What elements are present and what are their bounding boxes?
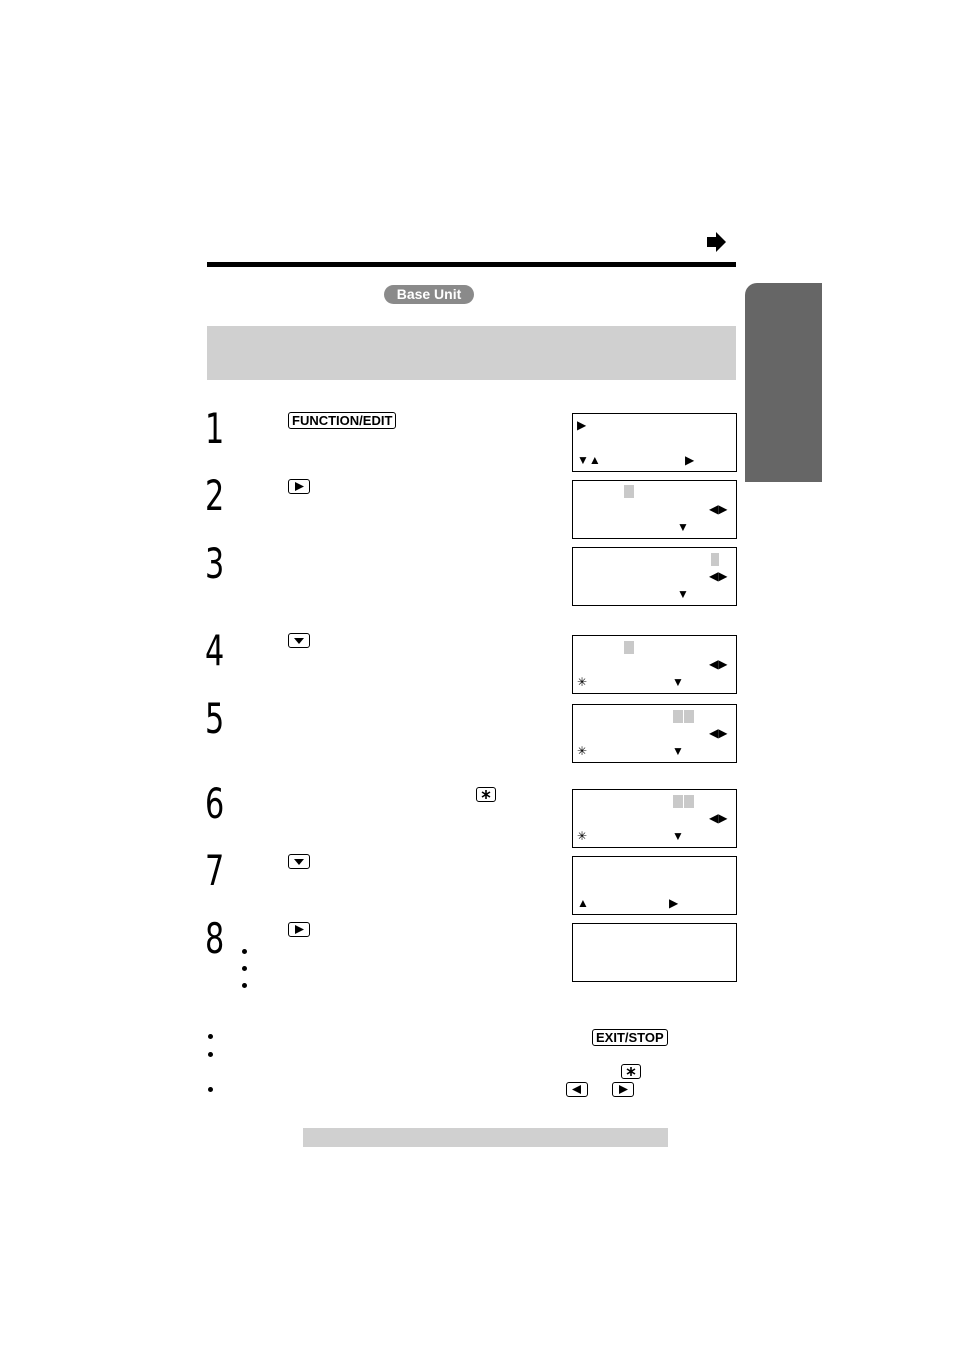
lcd-display-3 (572, 547, 737, 606)
lcd-down-arrow: ▼ (672, 829, 684, 843)
lcd-display-6 (572, 789, 737, 848)
bullet-dot (208, 1034, 213, 1039)
lcd-right-arrow: ▶ (669, 896, 679, 910)
section-title-banner (207, 326, 736, 380)
header-rule (207, 262, 736, 267)
down-key[interactable] (288, 633, 310, 648)
step-number-1: 1 (205, 404, 225, 453)
lcd-display-1 (572, 413, 737, 472)
lcd-cursor (684, 710, 694, 723)
bullet-dot (208, 1052, 213, 1057)
step-number-2: 2 (205, 471, 225, 520)
lcd-display-2 (572, 480, 737, 539)
right-key[interactable] (288, 479, 310, 494)
lcd-asterisk: ✳ (577, 675, 588, 689)
lcd-right-arrow: ▶ (577, 418, 587, 432)
lcd-down-up-arrows: ▼▲ (577, 453, 601, 467)
chapter-side-tab (745, 283, 822, 482)
lcd-down-arrow: ▼ (677, 520, 689, 534)
lcd-left-right-arrows: ◀▶ (709, 569, 728, 583)
lcd-display-7 (572, 856, 737, 915)
down-key[interactable] (288, 854, 310, 869)
right-key[interactable] (288, 922, 310, 937)
bullet-dot (242, 983, 247, 988)
star-key[interactable] (621, 1064, 641, 1079)
bullet-dot (242, 966, 247, 971)
left-key[interactable] (566, 1082, 588, 1097)
lcd-right-arrow: ▶ (685, 453, 695, 467)
lcd-down-arrow: ▼ (672, 675, 684, 689)
lcd-down-arrow: ▼ (677, 587, 689, 601)
base-unit-badge: Base Unit (384, 285, 474, 304)
bullet-dot (208, 1087, 213, 1092)
play-right-icon (613, 1083, 633, 1096)
lcd-down-arrow: ▼ (672, 744, 684, 758)
down-triangle-icon (289, 855, 309, 868)
next-page-arrow-icon (705, 231, 727, 253)
step-number-5: 5 (205, 694, 225, 743)
step-number-6: 6 (205, 779, 225, 828)
lcd-display-5 (572, 704, 737, 763)
exit-stop-key[interactable]: EXIT/STOP (592, 1029, 668, 1046)
play-left-icon (567, 1083, 587, 1096)
right-key[interactable] (612, 1082, 634, 1097)
lcd-left-right-arrows: ◀▶ (709, 657, 728, 671)
lcd-cursor (624, 485, 634, 498)
step-number-4: 4 (205, 626, 225, 675)
lcd-cursor (711, 553, 719, 566)
lcd-cursor (624, 641, 634, 654)
asterisk-icon (477, 788, 495, 801)
lcd-display-8 (572, 923, 737, 982)
step-number-8: 8 (205, 914, 225, 963)
bullet-dot (242, 949, 247, 954)
lcd-display-4 (572, 635, 737, 694)
lcd-left-right-arrows: ◀▶ (709, 726, 728, 740)
star-key[interactable] (476, 787, 496, 802)
asterisk-icon (622, 1065, 640, 1078)
function-edit-key[interactable]: FUNCTION/EDIT (288, 412, 396, 429)
lcd-cursor (673, 710, 683, 723)
lcd-left-right-arrows: ◀▶ (709, 811, 728, 825)
lcd-asterisk: ✳ (577, 829, 588, 843)
lcd-cursor (673, 795, 683, 808)
down-triangle-icon (289, 634, 309, 647)
step-number-3: 3 (205, 539, 225, 588)
step-number-7: 7 (205, 846, 225, 895)
play-right-icon (289, 480, 309, 493)
lcd-up-arrow: ▲ (577, 896, 589, 910)
lcd-cursor (684, 795, 694, 808)
lcd-asterisk: ✳ (577, 744, 588, 758)
lcd-left-right-arrows: ◀▶ (709, 502, 728, 516)
play-right-icon (289, 923, 309, 936)
footer-bar (303, 1128, 668, 1147)
